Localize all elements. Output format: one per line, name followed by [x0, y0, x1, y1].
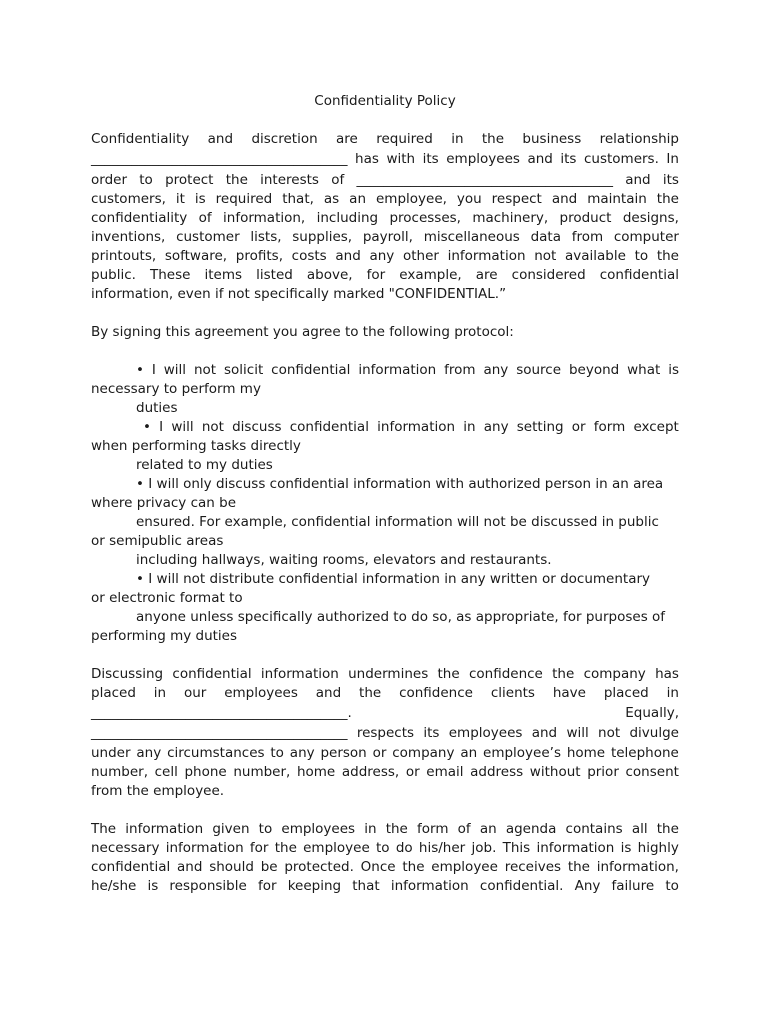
word: product: [559, 210, 612, 226]
word: of: [331, 172, 345, 188]
word: as: [323, 191, 340, 207]
word: employee,: [375, 191, 447, 207]
word: required: [215, 191, 273, 207]
word: •: [143, 419, 151, 435]
word: do: [395, 840, 413, 856]
word: from: [571, 229, 604, 245]
word: •: [136, 362, 144, 378]
word: and: [207, 131, 234, 147]
word: machinery,: [472, 210, 549, 226]
word: The: [91, 821, 117, 837]
word: it: [175, 191, 185, 207]
paragraph-line: [91, 858, 679, 877]
word: employees: [448, 725, 523, 741]
paragraph-line: [91, 704, 679, 723]
paragraph-line: [91, 171, 679, 190]
blank-line-text: ______________________________________.: [91, 705, 352, 721]
word: confidence: [399, 685, 473, 701]
word: placed: [603, 685, 649, 701]
word: confidential: [599, 267, 679, 283]
paragraph-line: [91, 228, 679, 247]
word: information: [165, 840, 244, 856]
word: phone: [184, 764, 227, 780]
word: what: [627, 362, 661, 378]
word: information,: [596, 859, 679, 875]
word: order: [91, 172, 127, 188]
word: example,: [399, 267, 462, 283]
word: In: [666, 151, 679, 167]
word: items: [204, 267, 243, 283]
word: considered: [511, 267, 586, 283]
word: any: [136, 745, 162, 761]
word: not: [201, 419, 224, 435]
word: its: [662, 172, 679, 188]
word: the: [225, 172, 248, 188]
word: the: [359, 685, 382, 701]
word: information,: [223, 210, 306, 226]
word: in: [451, 131, 464, 147]
word: This: [502, 840, 531, 856]
word: given: [212, 821, 250, 837]
word: data: [530, 229, 561, 245]
word: discuss: [232, 419, 282, 435]
word: and: [335, 248, 361, 264]
paragraph-line: [91, 684, 679, 703]
word: will: [163, 362, 187, 378]
word: protect: [165, 172, 214, 188]
word: is: [620, 840, 632, 856]
word: customers.: [583, 151, 659, 167]
word: under: [91, 745, 131, 761]
word: form: [417, 821, 449, 837]
word: Any: [574, 878, 601, 894]
word: in: [153, 685, 167, 701]
word: the: [274, 840, 297, 856]
word: in: [463, 419, 476, 435]
bullet-line: [143, 418, 679, 437]
word: miscellaneous: [423, 229, 520, 245]
word: information: [358, 362, 437, 378]
word: its: [423, 725, 440, 741]
bullet-line: performing my duties: [91, 628, 238, 644]
paragraph-line: [91, 665, 679, 684]
bullet-line: ensured. For example, confidential information will not be discussed in public: [136, 514, 659, 530]
word: including: [316, 210, 379, 226]
paragraph-line: [91, 266, 679, 285]
word: information: [125, 821, 204, 837]
word: all: [631, 821, 648, 837]
word: will: [171, 419, 194, 435]
word: lists,: [250, 229, 282, 245]
word: required: [376, 131, 433, 147]
word: responsible: [169, 878, 247, 894]
word: has: [355, 151, 379, 167]
word: failure: [611, 878, 655, 894]
word: and: [527, 151, 553, 167]
word: his/her: [418, 840, 466, 856]
word: I: [159, 419, 164, 435]
word: any: [483, 362, 509, 378]
word: an: [349, 191, 367, 207]
word: supplies,: [292, 229, 353, 245]
word: are: [475, 267, 498, 283]
paragraph-line: [91, 247, 679, 266]
word: company: [583, 666, 646, 682]
word: to: [376, 840, 390, 856]
word: and: [531, 725, 558, 741]
word: contains: [565, 821, 623, 837]
word: confidential: [91, 859, 171, 875]
word: confidential: [172, 666, 252, 682]
word: Discussing: [91, 666, 164, 682]
word: form: [593, 419, 626, 435]
word: information: [377, 419, 456, 435]
word: information: [447, 248, 526, 264]
word: other: [402, 248, 439, 264]
word: listed: [256, 267, 293, 283]
word: you: [456, 191, 482, 207]
word: any: [369, 248, 395, 264]
word: that,: [282, 191, 314, 207]
word: ______________________________________: [356, 172, 613, 188]
word: should: [209, 859, 254, 875]
word: for: [249, 840, 269, 856]
word: except: [633, 419, 679, 435]
word: Confidentiality: [91, 131, 190, 147]
paragraph-line: [91, 209, 679, 228]
word: are: [336, 131, 358, 147]
word: solicit: [223, 362, 264, 378]
word: that: [352, 878, 380, 894]
word: agenda: [505, 821, 557, 837]
paragraph-line: [91, 150, 679, 169]
word: the: [481, 131, 505, 147]
word: circumstances: [167, 745, 265, 761]
paragraph-line: [91, 839, 679, 858]
word: placed: [91, 685, 136, 701]
bullet-line: [136, 361, 679, 380]
word: clients: [490, 685, 535, 701]
word: job.: [471, 840, 497, 856]
word: above,: [306, 267, 353, 283]
word: information: [260, 666, 339, 682]
word: inventions,: [91, 229, 166, 245]
word: is: [147, 878, 159, 894]
word: Once: [360, 859, 396, 875]
word: software,: [164, 248, 228, 264]
word: telephone: [610, 745, 679, 761]
bullet-line: where privacy can be: [91, 495, 237, 511]
word: for: [366, 267, 386, 283]
word: receives: [504, 859, 562, 875]
paragraph-line: [91, 190, 679, 209]
word: confidential.: [479, 878, 564, 894]
word: and: [625, 172, 651, 188]
word: ______________________________________: [91, 151, 348, 167]
word: our: [183, 685, 207, 701]
word: confidentiality: [91, 210, 188, 226]
word: the: [385, 821, 408, 837]
word: not: [534, 248, 557, 264]
word: with: [386, 151, 416, 167]
word: any: [289, 745, 315, 761]
word: prior: [587, 764, 619, 780]
word: protected.: [284, 859, 354, 875]
word: to: [270, 745, 284, 761]
word: source: [516, 362, 562, 378]
word: the: [656, 821, 679, 837]
word: information: [536, 840, 615, 856]
word: employee: [431, 859, 498, 875]
word: the: [656, 248, 679, 264]
word: payroll,: [362, 229, 413, 245]
paragraph-line: [91, 744, 679, 763]
word: he/she: [91, 878, 137, 894]
word: business: [522, 131, 582, 147]
word: divulge: [629, 725, 679, 741]
word: any: [483, 419, 509, 435]
word: undermines: [348, 666, 429, 682]
word: its: [422, 151, 439, 167]
word: the: [552, 666, 575, 682]
bullet-line: related to my duties: [136, 457, 273, 473]
word: the: [437, 666, 460, 682]
word: confidential: [289, 419, 369, 435]
word: employees: [224, 685, 298, 701]
paragraph-line: from the employee.: [91, 783, 225, 799]
word: confidential: [271, 362, 351, 378]
word: address: [470, 764, 524, 780]
paragraph-line: By signing this agreement you agree to the following protocol:: [91, 324, 514, 340]
word: confidence: [468, 666, 543, 682]
word: home: [296, 764, 336, 780]
word: employee’s: [483, 745, 561, 761]
word: to: [139, 172, 153, 188]
word: and: [177, 859, 203, 875]
word: is: [194, 191, 206, 207]
bullet-line: or semipublic areas: [91, 533, 224, 549]
word: has: [655, 666, 679, 682]
word: of: [457, 821, 471, 837]
word: to: [634, 248, 649, 264]
word: be: [260, 859, 278, 875]
word: an: [479, 821, 497, 837]
word: public.: [91, 267, 136, 283]
word: ______________________________________: [91, 725, 348, 741]
word: printouts,: [91, 248, 157, 264]
word: setting: [516, 419, 564, 435]
word: maintain: [587, 191, 647, 207]
word: or: [405, 764, 420, 780]
word: its: [560, 151, 577, 167]
word: respects: [356, 725, 415, 741]
word: processes,: [389, 210, 461, 226]
word: available: [564, 248, 626, 264]
word: employee: [303, 840, 370, 856]
word: the: [656, 191, 679, 207]
word: number,: [91, 764, 148, 780]
word: person: [320, 745, 367, 761]
paragraph-line: [91, 130, 679, 149]
word: and: [315, 685, 342, 701]
word: highly: [637, 840, 679, 856]
word: beyond: [568, 362, 620, 378]
word: consent: [625, 764, 679, 780]
equally-text: Equally,: [625, 705, 679, 721]
word: I: [151, 362, 156, 378]
paragraph-line: [91, 763, 679, 782]
word: or: [571, 419, 586, 435]
word: discretion: [251, 131, 318, 147]
word: to: [258, 821, 273, 837]
word: have: [552, 685, 586, 701]
word: interests: [260, 172, 319, 188]
word: employees: [281, 821, 356, 837]
bullet-line: when performing tasks directly: [91, 438, 301, 454]
paragraph-line: [91, 877, 679, 896]
word: profits,: [235, 248, 283, 264]
word: to: [665, 878, 679, 894]
word: cell: [154, 764, 178, 780]
word: will: [566, 725, 589, 741]
word: information: [390, 878, 469, 894]
word: is: [668, 362, 679, 378]
bullet-line: including hallways, waiting rooms, elevators and restaurants.: [136, 552, 552, 568]
word: the: [567, 859, 590, 875]
word: respect: [491, 191, 542, 207]
word: of: [198, 210, 212, 226]
word: These: [149, 267, 191, 283]
word: in: [364, 821, 377, 837]
word: customers,: [91, 191, 166, 207]
word: or: [372, 745, 387, 761]
page-title: Confidentiality Policy: [314, 93, 456, 109]
word: costs: [291, 248, 327, 264]
word: address,: [341, 764, 400, 780]
word: an: [460, 745, 478, 761]
bullet-line: anyone unless specifically authorized to do so, as appropriate, for purposes of: [136, 609, 666, 625]
paragraph-line: information, even if not specifically marked "CONFIDENTIAL.”: [91, 286, 507, 302]
word: for: [257, 878, 277, 894]
word: relationship: [599, 131, 679, 147]
word: company: [392, 745, 455, 761]
word: customer: [176, 229, 240, 245]
word: without: [529, 764, 581, 780]
word: in: [666, 685, 679, 701]
word: and: [551, 191, 578, 207]
word: keeping: [287, 878, 342, 894]
word: not: [193, 362, 217, 378]
word: home: [566, 745, 606, 761]
word: number,: [233, 764, 291, 780]
paragraph-line: [91, 820, 679, 839]
bullet-line: • I will only discuss confidential information with authorized person in an area: [136, 476, 664, 492]
bullet-line: • I will not distribute confidential information in any written or documentary: [136, 571, 651, 587]
bullet-line: duties: [136, 400, 178, 416]
word: not: [598, 725, 621, 741]
word: from: [444, 362, 476, 378]
paragraph-line: [91, 724, 679, 743]
word: employees: [446, 151, 520, 167]
bullet-line: or electronic format to: [91, 590, 243, 606]
word: necessary: [91, 840, 160, 856]
bullet-line: necessary to perform my: [91, 381, 261, 397]
word: email: [426, 764, 464, 780]
word: the: [402, 859, 425, 875]
word: computer: [613, 229, 679, 245]
word: designs,: [622, 210, 679, 226]
